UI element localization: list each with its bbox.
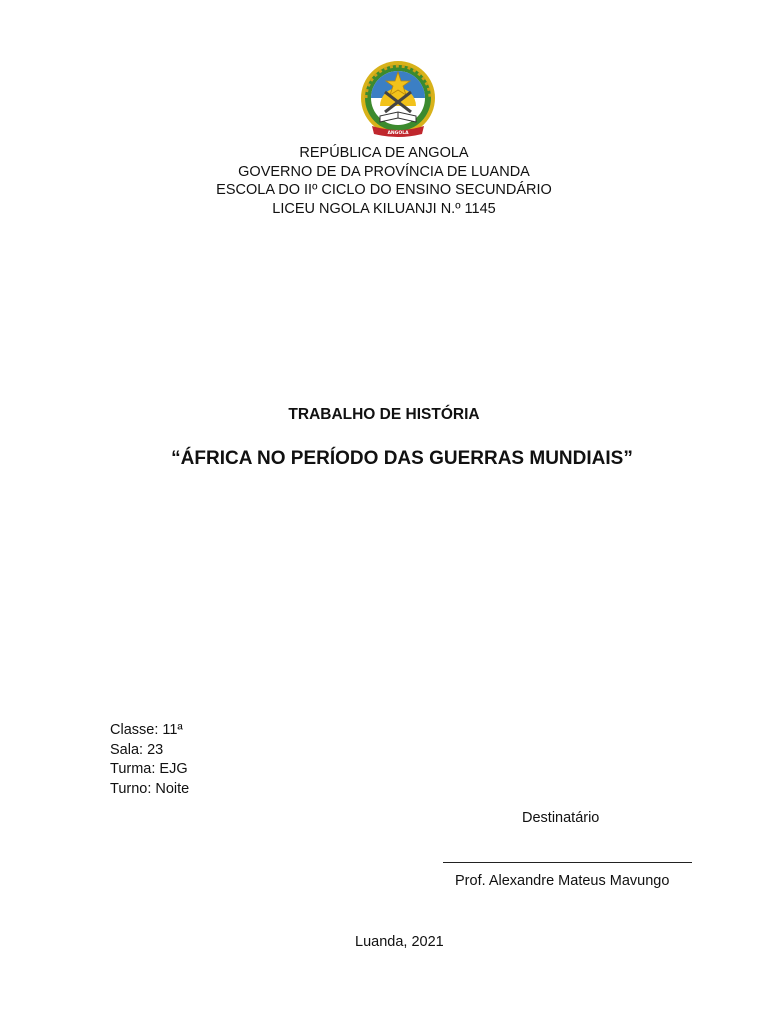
recipient-name: Prof. Alexandre Mateus Mavungo	[455, 873, 670, 889]
info-sala: Sala: 23	[110, 741, 164, 758]
institution-header	[0, 144, 768, 218]
header-government: GOVERNO DE DA PROVÍNCIA DE LUANDA	[238, 163, 530, 180]
recipient-label: Destinatário	[522, 810, 600, 826]
signature-line	[443, 862, 692, 863]
place-date: Luanda, 2021	[355, 934, 444, 950]
info-classe: Classe: 11ª	[110, 722, 183, 738]
header-republic: REPÚBLICA DE ANGOLA	[299, 145, 469, 161]
angola-coat-of-arms-icon	[358, 58, 438, 140]
work-type-title: TRABALHO DE HISTÓRIA	[288, 406, 480, 423]
header-school: ESCOLA DO IIº CICLO DO ENSINO SECUNDÁRIO	[216, 182, 552, 198]
header-lyceum: LICEU NGOLA KILUANJI N.º 1145	[272, 200, 496, 217]
info-turma: Turma: EJG	[110, 761, 188, 777]
info-turno: Turno: Noite	[110, 780, 190, 797]
student-info	[110, 721, 189, 799]
work-theme-title: “ÁFRICA NO PERÍODO DAS GUERRAS MUNDIAIS”	[171, 448, 633, 469]
emblem-motto: ANGOLA	[387, 131, 409, 136]
